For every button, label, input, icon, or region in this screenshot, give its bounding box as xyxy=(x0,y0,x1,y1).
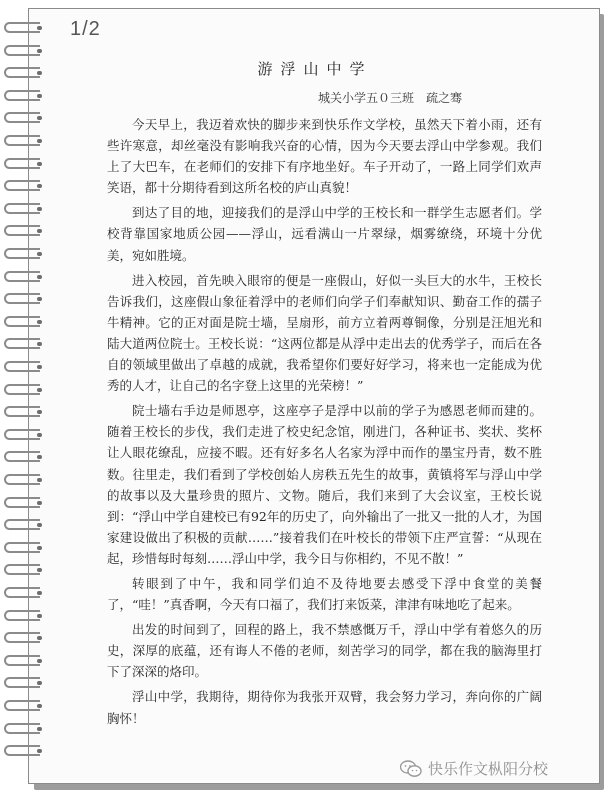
spiral-ring xyxy=(4,90,40,101)
spiral-ring xyxy=(4,316,40,327)
spiral-ring xyxy=(4,474,40,485)
spiral-ring xyxy=(4,564,40,575)
spiral-ring xyxy=(4,497,40,508)
spiral-ring xyxy=(4,655,40,666)
spiral-ring xyxy=(4,429,40,440)
essay-paragraph: 今天早上，我迈着欢快的脚步来到快乐作文学校，虽然天下着小雨，还有些许寒意，却丝毫没有影响我兴奋的心情，因为今天要去浮山中学参观。我们上了大巴车，在老师们的安排下有序地坐好。车子开动了，一路上同学们欢声笑语，都十分期待看到这所名校的庐山真貌！ xyxy=(107,117,542,196)
spiral-ring xyxy=(4,384,40,395)
spiral-ring xyxy=(4,519,40,530)
spiral-ring xyxy=(4,632,40,643)
spiral-ring xyxy=(4,745,40,756)
spiral-ring xyxy=(4,203,40,214)
spiral-ring xyxy=(4,677,40,688)
spiral-ring xyxy=(4,723,40,734)
spiral-ring xyxy=(4,112,40,123)
spiral-ring xyxy=(4,451,40,462)
essay-title: 游浮山中学 xyxy=(257,60,373,78)
essay-paragraph: 院士墙右手边是师恩亭，这座亭子是浮中以前的学子为感恩老师而建的。随着王校长的步伐，我们走进了校史纪念馆，刚进门，各种证书、奖状、奖杯让人眼花缭乱，应接不暇。还有好多名人名家为浮中而作的墨宝丹青，数不胜数。往里走，我们看到了学校创始人房秩五先生的故事，黄镇将军与浮山中学的故事以及大量珍贵的照片、文物。随后，我们来到了大会议室，王校长说到：“浮山中学自建校已有92年的历史了，向外输出了一批又一批的人才，为国家建设做出了积极的贡献……”接着我们在叶校长的带领下庄严宣誓：“从现在起，珍惜每时每刻……浮山中学，我今日与你相约，不见不散！” xyxy=(107,403,542,566)
spiral-ring xyxy=(4,135,40,146)
watermark-text: 快乐作文枞阳分校 xyxy=(428,760,549,778)
spiral-ring xyxy=(4,22,40,33)
spiral-ring xyxy=(4,158,40,169)
spiral-ring xyxy=(4,406,40,417)
spiral-ring xyxy=(4,361,40,372)
spiral-ring xyxy=(4,248,40,259)
spiral-ring xyxy=(4,180,40,191)
essay-paragraph: 转眼到了中午，我和同学们迫不及待地要去感受下浮中食堂的美餐了，“哇！”真香啊，今天有口福了，我们打来饭菜，津津有味地吃了起来。 xyxy=(107,575,542,613)
essay-byline: 城关小学五０三班 疏之骞 xyxy=(318,91,463,105)
watermark xyxy=(400,758,548,779)
spiral-ring xyxy=(4,587,40,598)
spiral-ring xyxy=(4,225,40,236)
essay-paragraph: 出发的时间到了，回程的路上，我不禁感慨万千，浮山中学有着悠久的历史，深厚的底蕴，还有诲人不倦的老师，刻苦学习的同学，都在我的脑海里打下了深深的烙印。 xyxy=(107,622,542,680)
essay-body xyxy=(107,114,542,733)
essay-paragraph: 浮山中学，我期待，期待你为我张开双臂，我会努力学习，奔向你的广阔胸怀！ xyxy=(107,689,542,726)
spiral-ring xyxy=(4,293,40,304)
spiral-ring xyxy=(4,338,40,349)
essay-paragraph: 到达了目的地，迎接我们的是浮山中学的王校长和一群学生志愿者们。学校背靠国家地质公园——浮山，远看满山一片翠绿，烟雾缭绕，环境十分优美，宛如胜境。 xyxy=(107,205,542,263)
page-indicator: 1/2 xyxy=(70,18,101,40)
spiral-ring xyxy=(4,45,40,56)
wechat-icon xyxy=(400,760,422,778)
essay-paragraph: 进入校园，首先映入眼帘的便是一座假山，好似一头巨大的水牛，王校长告诉我们，这座假山象征着浮中的老师们向学子们奉献知识、勤奋工作的孺子牛精神。它的正对面是院士墙，呈扇形，前方立着两尊铜像，分别是汪旭光和陆大道两位院士。王校长说：“这两位都是从浮中走出去的优秀学子，而后在各自的领域里做出了卓越的成就，我希望你们要好好学习，将来也一定能成为优秀的人才，让自己的名字登上这里的光荣榜！” xyxy=(107,272,542,394)
spiral-ring xyxy=(4,700,40,711)
spiral-ring xyxy=(4,271,40,282)
spiral-ring xyxy=(4,610,40,621)
spiral-binding xyxy=(4,22,44,782)
spiral-ring xyxy=(4,542,40,553)
